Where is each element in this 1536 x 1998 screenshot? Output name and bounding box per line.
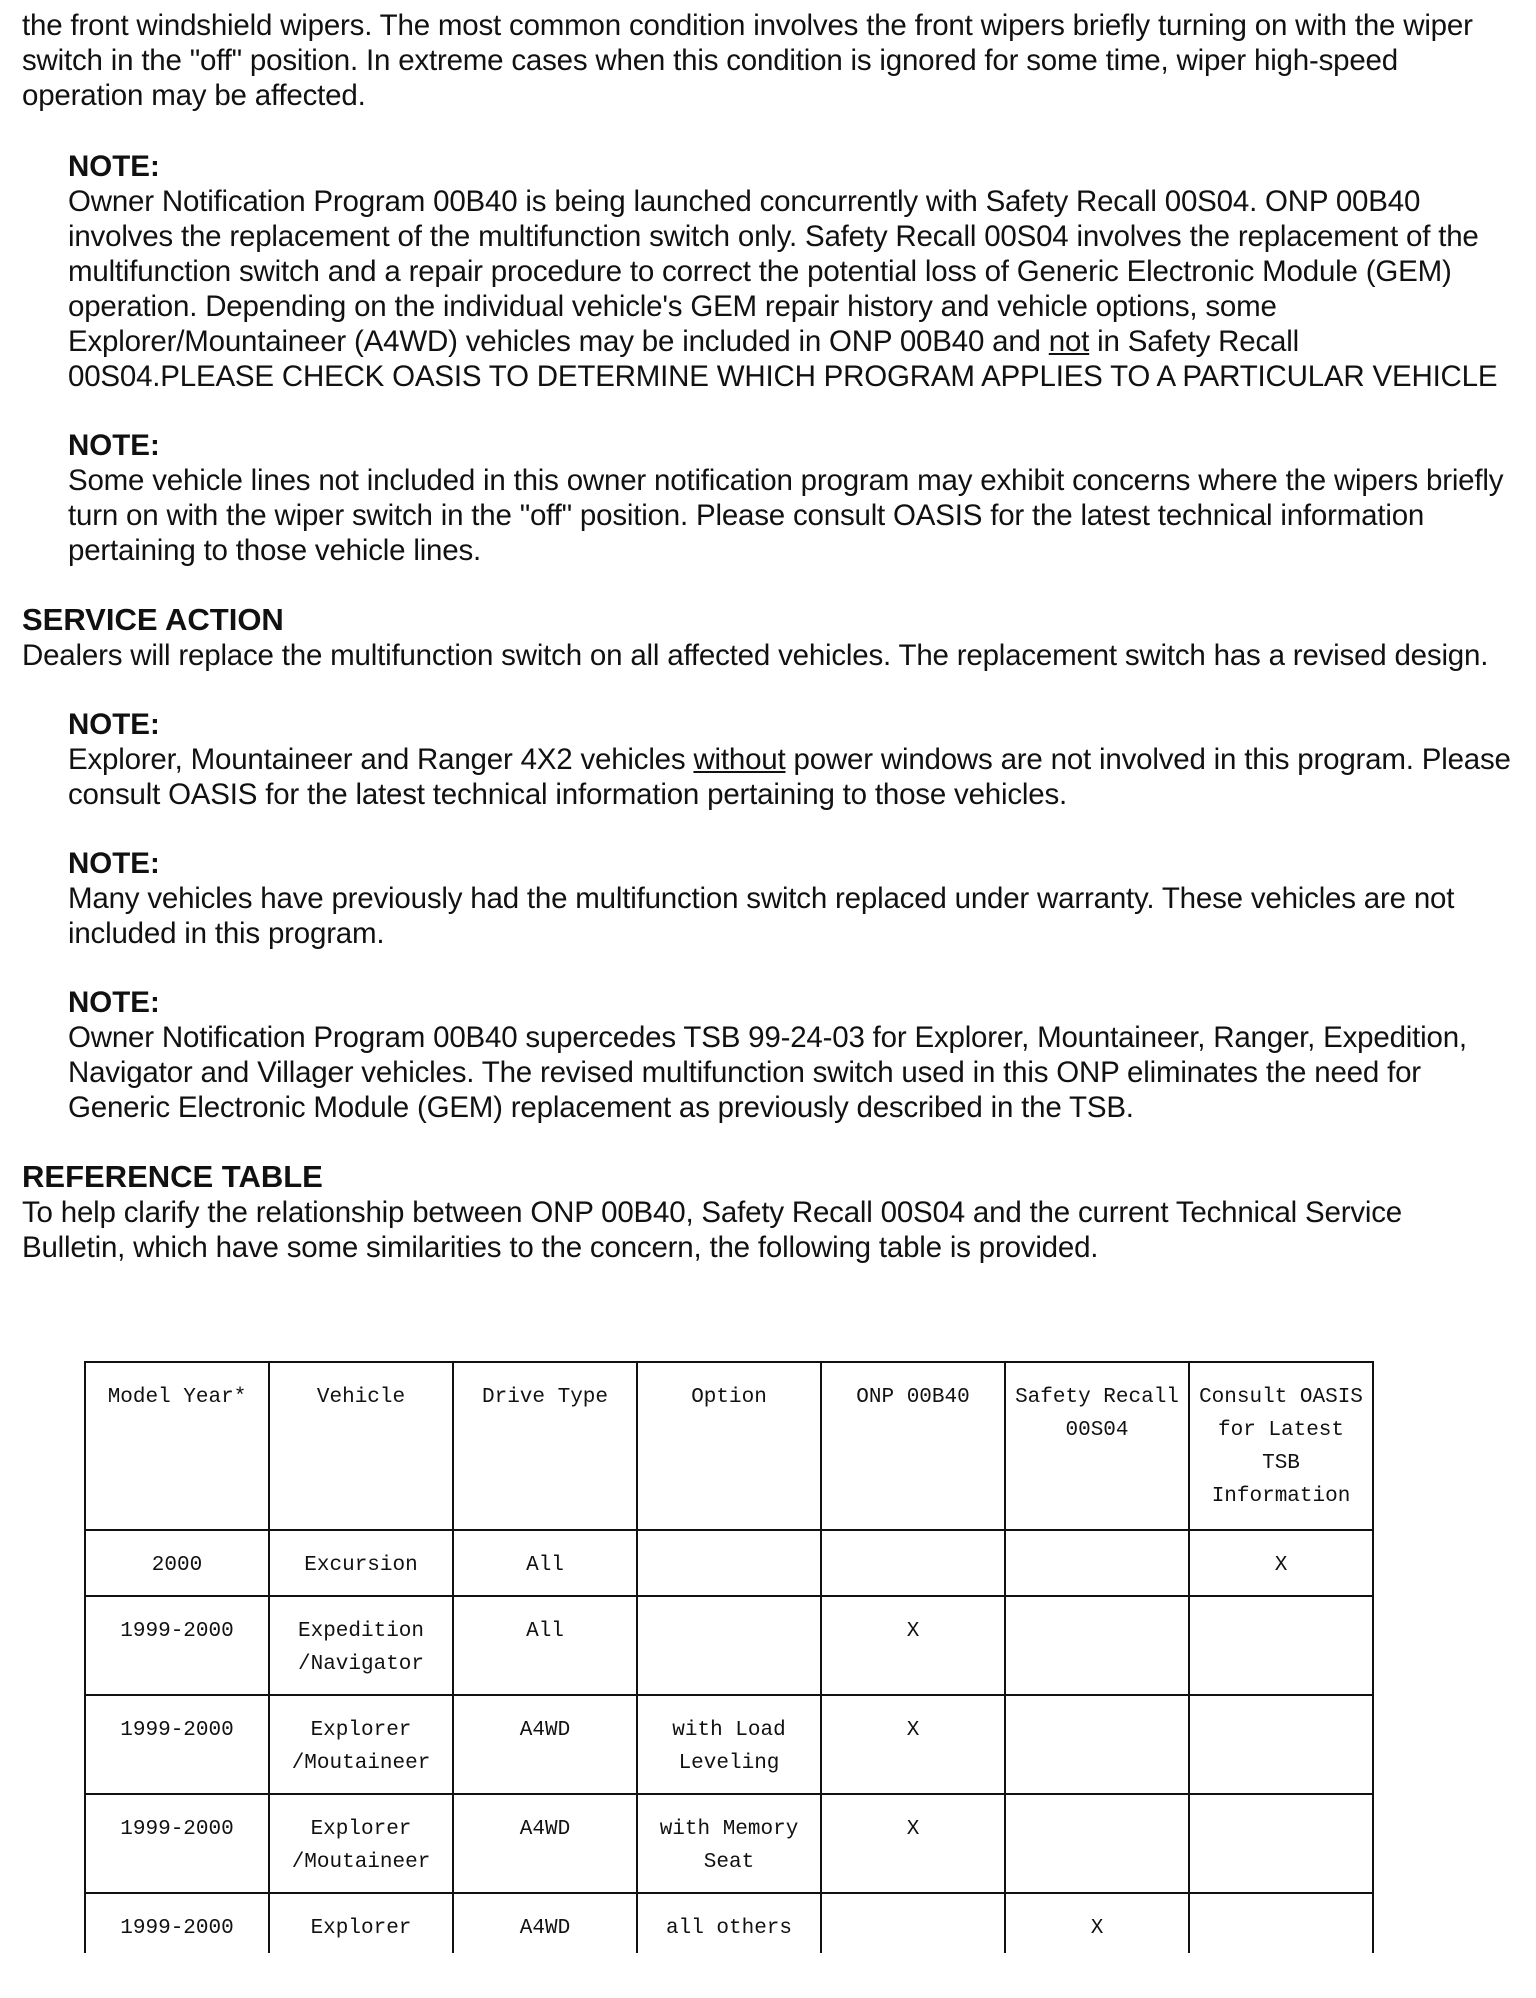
table-row	[85, 1596, 1373, 1695]
note-text-part: power windows are not involved in this program. Please consult OASIS for the latest technical information pertaining to those vehicles.	[68, 743, 1511, 811]
table-cell: X	[1005, 1893, 1189, 1953]
reference-section	[22, 1159, 1512, 1265]
table-cell	[1005, 1794, 1189, 1893]
note-block-2	[68, 428, 1512, 568]
table-cell: Excursion	[269, 1530, 453, 1596]
note-label: NOTE:	[68, 847, 160, 880]
table-header-cell: Drive Type	[453, 1362, 637, 1530]
table-cell: X	[821, 1794, 1005, 1893]
table-header-cell: ONP 00B40	[821, 1362, 1005, 1530]
table-cell: All	[453, 1596, 637, 1695]
table-header-cell: Option	[637, 1362, 821, 1530]
note-block-3	[68, 707, 1512, 812]
table-header-cell: Model Year*	[85, 1362, 269, 1530]
table-cell: X	[1189, 1530, 1373, 1596]
note-text: Some vehicle lines not included in this owner notification program may exhibit concerns where the wipers briefly turn on with the wiper switch in the "off" position. Please consult OASIS for the latest technical information pertaining to those vehicle lines.	[68, 464, 1504, 567]
table-cell: Explorer /Moutaineer	[269, 1794, 453, 1893]
table-cell: with Memory Seat	[637, 1794, 821, 1893]
table-cell: All	[453, 1530, 637, 1596]
table-header-cell: Consult OASIS for Latest TSB Information	[1189, 1362, 1373, 1530]
table-cell: A4WD	[453, 1794, 637, 1893]
table-cell: 1999-2000	[85, 1695, 269, 1794]
table-cell	[821, 1893, 1005, 1953]
table-cell: Explorer	[269, 1893, 453, 1953]
table-cell: 1999-2000	[85, 1794, 269, 1893]
table-cell	[1005, 1695, 1189, 1794]
section-heading: SERVICE ACTION	[22, 602, 284, 637]
table-cell	[637, 1530, 821, 1596]
note-block-4	[68, 846, 1512, 951]
intro-paragraph: the front windshield wipers. The most common condition involves the front wipers briefly turning on with the wiper switch in the "off" position. In extreme cases when this condition is ignored for some time, wiper high-speed operation may be affected.	[22, 9, 1473, 112]
table-row	[85, 1695, 1373, 1794]
note-text: Many vehicles have previously had the multifunction switch replaced under warranty. These vehicles are not included in this program.	[68, 882, 1455, 950]
section-text: Dealers will replace the multifunction switch on all affected vehicles. The replacement switch has a revised design.	[22, 639, 1489, 672]
table-cell: X	[821, 1596, 1005, 1695]
table-cell	[1189, 1596, 1373, 1695]
note-block-1	[68, 149, 1512, 394]
table-cell: with Load Leveling	[637, 1695, 821, 1794]
table-header-cell: Safety Recall 00S04	[1005, 1362, 1189, 1530]
note-label: NOTE:	[68, 986, 160, 1019]
note-label: NOTE:	[68, 429, 160, 462]
table-cell	[1005, 1596, 1189, 1695]
table-cell	[1005, 1530, 1189, 1596]
table-cell	[1189, 1695, 1373, 1794]
table-cell: 1999-2000	[85, 1893, 269, 1953]
note-text-part: Explorer, Mountaineer and Ranger 4X2 vehicles	[68, 743, 694, 776]
reference-table	[84, 1361, 1374, 1953]
service-action-section	[22, 602, 1512, 673]
table-cell: Explorer /Moutaineer	[269, 1695, 453, 1794]
note-block-5	[68, 985, 1512, 1125]
note-text	[68, 742, 1512, 812]
table-cell	[821, 1530, 1005, 1596]
note-text	[68, 184, 1512, 394]
note-text-part: in Safety Recall 00S04.PLEASE CHECK OASIS TO DETERMINE WHICH PROGRAM APPLIES TO A PARTICULAR VEHICLE	[68, 325, 1498, 393]
note-text-part: Owner Notification Program 00B40 is being launched concurrently with Safety Recall 00S04. ONP 00B40 involves the replacement of the multifunction switch only. Safety Recall 00S04 involves the replacement of the multifunction switch and a repair procedure to correct the potential loss of Generic Electronic Module (GEM) operation. Depending on the individual vehicle's GEM repair history and vehicle options, some Explorer/Mountaineer (A4WD) vehicles may be included in ONP 00B40 and	[68, 185, 1479, 358]
table-header-row	[85, 1362, 1373, 1530]
table-cell	[637, 1596, 821, 1695]
table-cell	[1189, 1794, 1373, 1893]
table-cell: X	[821, 1695, 1005, 1794]
section-heading: REFERENCE TABLE	[22, 1159, 323, 1194]
table-cell: all others	[637, 1893, 821, 1953]
underlined-word: without	[693, 743, 786, 776]
note-label: NOTE:	[68, 150, 160, 183]
table-cell	[1189, 1893, 1373, 1953]
table-cell: A4WD	[453, 1893, 637, 1953]
table-row	[85, 1893, 1373, 1953]
note-label: NOTE:	[68, 708, 160, 741]
table-cell: 1999-2000	[85, 1596, 269, 1695]
document-page	[22, 8, 1512, 1299]
table-row	[85, 1794, 1373, 1893]
table-cell: 2000	[85, 1530, 269, 1596]
table-cell: Expedition /Navigator	[269, 1596, 453, 1695]
underlined-word: not	[1048, 325, 1090, 358]
note-text: Owner Notification Program 00B40 supercedes TSB 99-24-03 for Explorer, Mountaineer, Ranger, Expedition, Navigator and Villager vehicles. The revised multifunction switch used in this ONP eliminates the need for Generic Electronic Module (GEM) replacement as previously described in the TSB.	[68, 1021, 1467, 1124]
table-header-cell: Vehicle	[269, 1362, 453, 1530]
table-cell: A4WD	[453, 1695, 637, 1794]
section-text: To help clarify the relationship between ONP 00B40, Safety Recall 00S04 and the current Technical Service Bulletin, which have some similarities to the concern, the following table is provided.	[22, 1196, 1402, 1264]
table-row	[85, 1530, 1373, 1596]
